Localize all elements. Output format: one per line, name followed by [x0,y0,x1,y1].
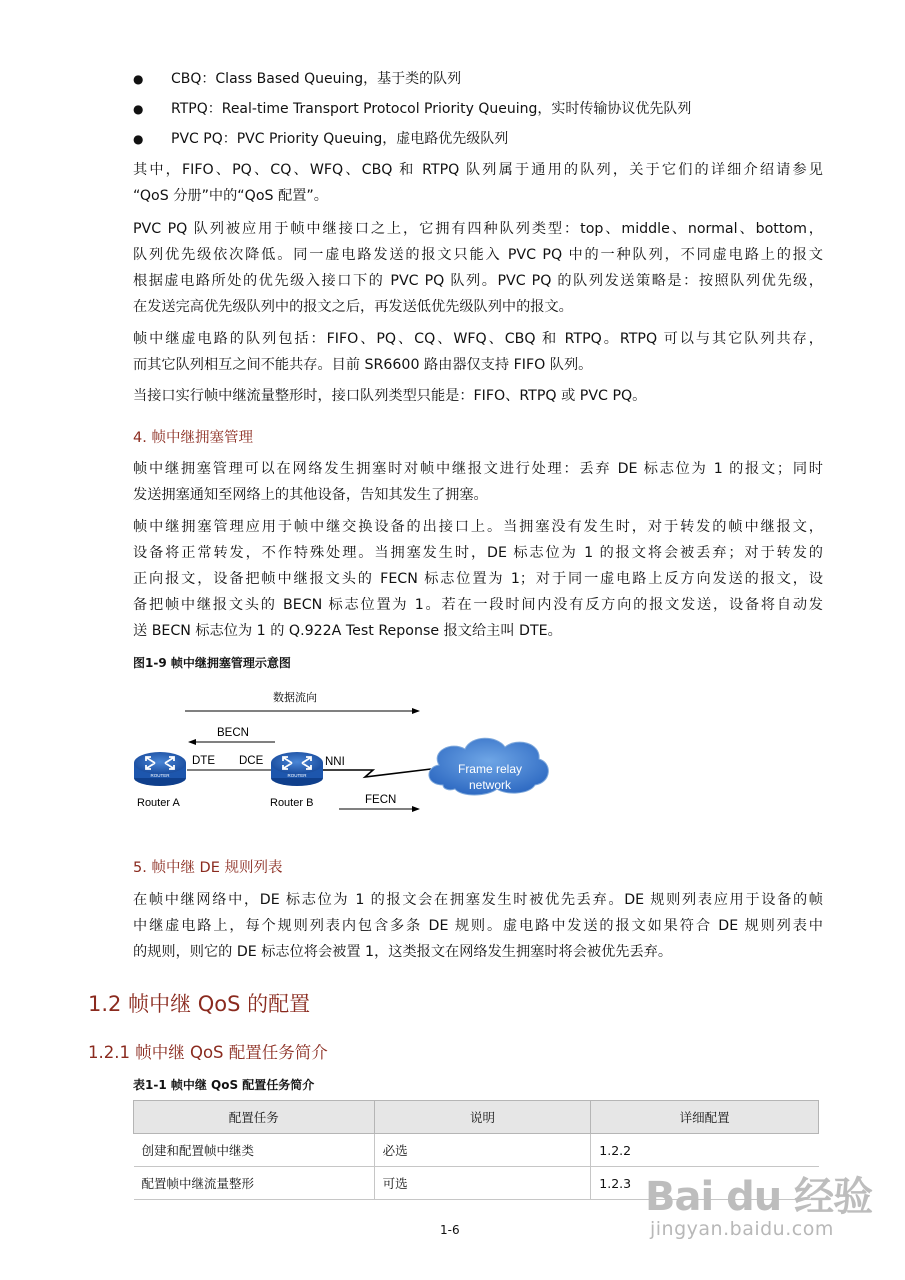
nni-link [323,769,431,777]
dce-label: DCE [239,755,264,767]
text-line: “QoS 分册”中的“QoS 配置”。 [133,188,328,204]
table-header-row [134,1101,819,1134]
bullet-text: RTPQ：Real-time Transport Protocol Priority Queuing，实时传输协议优先队列 [171,101,692,117]
bullet-dot: ● [133,102,144,116]
text-line: 在发送完高优先级队列中的报文之后，再发送低优先级队列中的报文。 [133,299,573,315]
text-line: 送 BECN 标志位为 1 的 Q.922A Test Reponse 报文给主叫 DTE。 [133,623,562,639]
baidu-watermark-logo: Bai du 经验 [645,1174,873,1220]
table-cell: 必选 [374,1134,591,1167]
table-caption: 表1-1 帧中继 QoS 配置任务简介 [133,1078,315,1092]
text-line: 备把帧中继报文头的 BECN 标志位置为 1。若在一段时间内没有反方向的报文发送，设备将自动发 [133,597,823,613]
paragraph [133,514,823,644]
table-cell: 1.2.3 [591,1167,819,1200]
paragraph [133,157,823,209]
fecn-label: FECN [365,794,397,806]
router-a-icon [134,752,186,786]
text-line: 发送拥塞通知至网络上的其他设备，告知其发生了拥塞。 [133,487,488,503]
text-line: 正向报文，设备把帧中继报文头的 FECN 标志位置为 1；对于同一虚电路上反方向发送的报文，设 [133,571,823,587]
congestion-diagram [125,685,565,815]
text-line: 而其它队列相互之间不能共存。目前 SR6600 路由器仅支持 FIFO 队列。 [133,357,593,373]
bullet-text: CBQ：Class Based Queuing，基于类的队列 [171,71,462,87]
baidu-watermark-url: jingyan.baidu.com [650,1218,834,1240]
page-number: 1-6 [440,1223,460,1237]
text-line: 根据虚电路所处的优先级入接口下的 PVC PQ 队列。PVC PQ 的队列发送策略是：按照队列优先级， [133,273,823,289]
text-line: 帧中继拥塞管理应用于帧中继交换设备的出接口上。当拥塞没有发生时，对于转发的帧中继报文， [133,519,823,535]
cloud-label-line2: network [468,778,512,792]
paragraph [133,216,823,320]
bullet-dot: ● [133,72,144,86]
router-a-label: Router A [137,797,180,809]
cloud-label-line1: Frame relay [457,762,523,776]
text-line: 的规则，则它的 DE 标志位将会被置 1，这类报文在网络发生拥塞时将会被优先丢弃。 [133,944,673,960]
table-cell: 1.2.2 [591,1134,819,1167]
paragraph [133,383,823,409]
column-header: 说明 [374,1101,591,1134]
router-b-label: Router B [270,797,314,809]
text-line: 当接口实行帧中继流量整形时，接口队列类型只能是：FIFO、RTPQ 或 PVC PQ。 [133,388,647,404]
becn-label: BECN [217,727,249,739]
table-cell: 创建和配置帧中继类 [134,1134,375,1167]
text-line: 中继虚电路上，每个规则列表内包含多条 DE 规则。虚电路中发送的报文如果符合 DE 规则列表中 [133,918,823,934]
subsection-heading: 4. 帧中继拥塞管理 [133,430,253,446]
column-header: 详细配置 [591,1101,819,1134]
column-header: 配置任务 [134,1101,375,1134]
text-line: 在帧中继网络中，DE 标志位为 1 的报文会在拥塞发生时被优先丢弃。DE 规则列表应用于设备的帧 [133,892,823,908]
table-row [134,1134,819,1167]
router-b-icon [271,752,323,786]
subsection-heading: 5. 帧中继 DE 规则列表 [133,860,283,876]
subsection-heading-1-2-1: 1.2.1 帧中继 QoS 配置任务简介 [88,1043,328,1062]
text-line: 设备将正常转发，不作特殊处理。当拥塞发生时，DE 标志位为 1 的报文将会被丢弃；对于转发的 [133,545,823,561]
bullet-dot: ● [133,132,144,146]
figure-caption: 图1-9 帧中继拥塞管理示意图 [133,656,291,670]
paragraph [133,456,823,508]
text-line: 帧中继拥塞管理可以在网络发生拥塞时对帧中继报文进行处理：丢弃 DE 标志位为 1 的报文；同时 [133,461,823,477]
router-badge: ROUTER [287,773,307,778]
text-line: 帧中继虚电路的队列包括：FIFO、PQ、CQ、WFQ、CBQ 和 RTPQ。RTPQ 可以与其它队列共存， [133,331,823,347]
paragraph [133,887,823,965]
router-badge: ROUTER [150,773,170,778]
nni-label: NNI [325,756,345,768]
section-heading: 1.2 帧中继 QoS 的配置 [88,992,311,1016]
bullet-text: PVC PQ：PVC Priority Queuing，虚电路优先级队列 [171,131,509,147]
data-flow-label: 数据流向 [273,692,317,704]
dte-label: DTE [192,755,215,767]
table-cell: 配置帧中继流量整形 [134,1167,375,1200]
paragraph [133,326,823,378]
text-line: 其中，FIFO、PQ、CQ、WFQ、CBQ 和 RTPQ 队列属于通用的队列，关于它们的详细介绍请参见 [133,162,823,178]
text-line: 队列优先级依次降低。同一虚电路发送的报文只能入 PVC PQ 中的一种队列，不同虚电路上的报文 [133,247,823,263]
table-cell: 可选 [374,1167,591,1200]
text-line: PVC PQ 队列被应用于帧中继接口之上，它拥有四种队列类型：top、middle、normal、bottom， [133,221,823,237]
